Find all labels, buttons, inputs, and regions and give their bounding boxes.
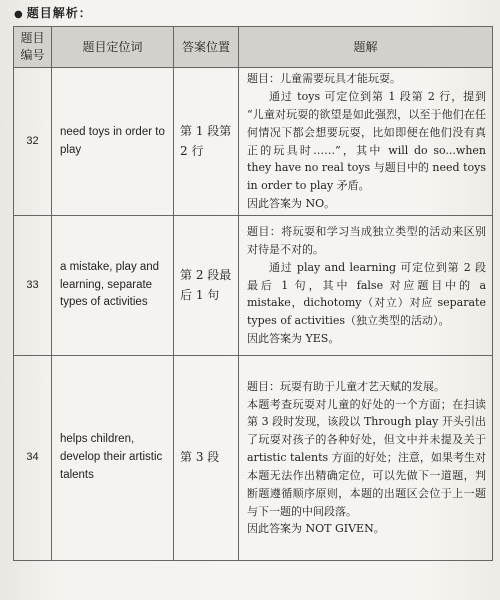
explanation-answer: 因此答案为 YES。 [247,332,340,346]
row-num: 32 [14,68,52,216]
row-position: 第 3 段 [174,356,239,561]
header-explanation: 题解 [239,27,493,68]
row-num: 33 [14,216,52,356]
row-keyword: need toys in order to play [52,68,174,216]
row-keyword: a mistake, play and learning, separate types of activities [52,216,174,356]
explanation-analysis: 通过 play and learning 可定位到第 2 段最后 1 句，其中 false 对应题目中的 a mistake，dichotomy（对立）对应 separate types of activities（独立类型的活动）。 [247,260,486,328]
header-position: 答案位置 [174,27,239,68]
table-row [14,356,493,561]
header-num [14,27,52,68]
row-explanation [239,356,493,561]
explanation-question: 题目：玩耍有助于儿童才艺天赋的发展。 [247,379,445,393]
table-row [14,216,493,356]
header-keyword: 题目定位词 [52,27,174,68]
row-explanation [239,216,493,356]
table-header-row [14,27,493,68]
section-title [14,4,92,21]
explanation-answer: 因此答案为 NO。 [247,196,336,210]
answer-table [13,26,493,561]
row-keyword: helps children, develop their artistic talents [52,356,174,561]
explanation-question: 题目：将玩耍和学习当成独立类型的活动来区别对待是不对的。 [247,225,486,256]
header-num-line1: 题目 [20,31,45,46]
explanation-analysis: 通过 toys 可定位到第 1 段第 2 行，提到 “儿童对玩耍的欲望是如此强烈，以至于他们在任何情况下都会想要玩耍，比如即便在他们没有真正的玩具时……”，其中 will do so...when they have no real toys 与题目中的 need toys in order to play 矛盾。 [247,90,486,193]
section-title-text: 题目解析： [26,6,92,20]
explanation-analysis: 本题考查玩耍对儿童的好处的一个方面；在扫读第 3 段时发现，该段以 Through play 开头引出了玩耍对孩子的各种好处，但文中并未提及关于 artistic talents 方面的好处；注意，如果考生对本题无法作出精确定位，可以先做下一道题，判断题遵循顺序原则，本题的出题区会位于上一题与下一题的中间段落。 [247,397,486,518]
explanation-question: 题目：儿童需要玩具才能玩耍。 [247,72,401,86]
bullet-icon: ● [14,9,24,20]
row-position: 第 2 段最后 1 句 [174,216,239,356]
row-num: 34 [14,356,52,561]
row-position: 第 1 段第 2 行 [174,68,239,216]
table-row [14,68,493,216]
explanation-answer: 因此答案为 NOT GIVEN。 [247,522,385,536]
row-explanation [239,68,493,216]
header-num-line2: 编号 [20,48,45,62]
